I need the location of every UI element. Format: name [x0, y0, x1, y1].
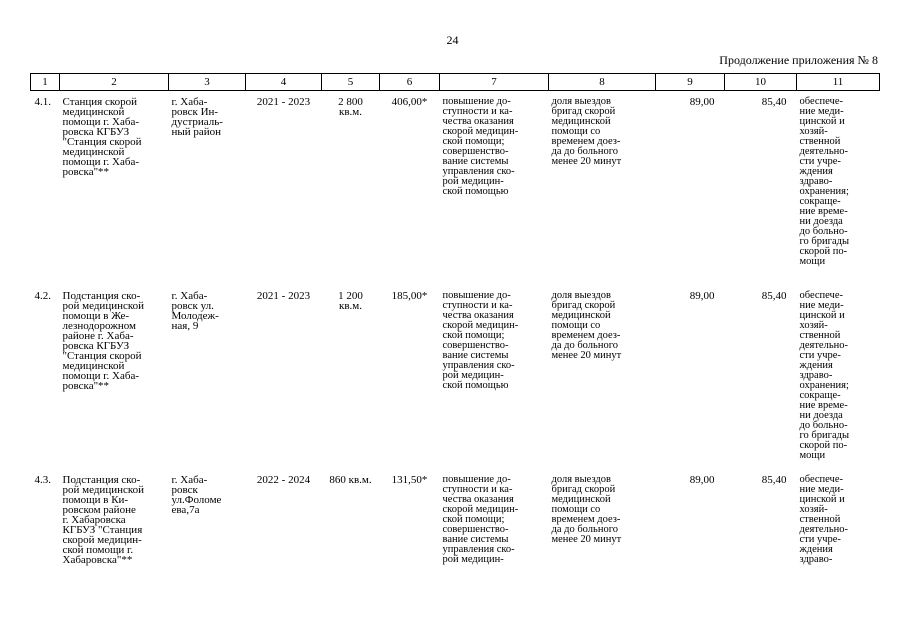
object-capacity: 1 200 кв.м.	[338, 290, 363, 312]
target-indicator: доля выездов бригад скорой медицинской помощи со временем доез- да до больного менее 20 минут	[551, 96, 622, 167]
column-number-header-row	[31, 74, 880, 91]
construction-objects-table	[30, 73, 880, 585]
table-row	[31, 471, 880, 585]
row-number: 4.3.	[34, 474, 51, 486]
indicator-value-1: 89,00	[689, 290, 715, 302]
column-header: 5	[322, 74, 380, 91]
target-indicator: доля выездов бригад скорой медицинской помощи со временем доез- да до больного менее 20 минут	[551, 474, 622, 545]
object-location: г. Хаба- ровск ул.Фоломе ева,7а	[171, 474, 222, 516]
indicator-value-1: 89,00	[689, 96, 715, 108]
estimated-cost: 131,50*	[391, 474, 428, 486]
column-header: 3	[169, 74, 246, 91]
column-header: 2	[60, 74, 169, 91]
implementation-goal: повышение до- ступности и ка- чества оказания скорой медицин- ской помощи; совершенство- вание системы управления ско- рой медицин- ской помощью	[442, 96, 519, 197]
table-row	[31, 287, 880, 471]
implementation-goal: повышение до- ступности и ка- чества оказания скорой медицин- ской помощи; совершенство- вание системы управления ско- рой медицин- ской помощью	[442, 290, 519, 391]
estimated-cost: 406,00*	[391, 96, 428, 108]
column-header: 11	[797, 74, 880, 91]
appendix-continuation-title: Продолжение приложения № 8	[719, 53, 878, 67]
object-name: Подстанция ско- рой медицинской помощи в Ки- ровском районе г. Хабаровска КГБУЗ "Станция скорой медицин- ской помощи г. Хабаровска"**	[62, 474, 145, 566]
indicator-value-2: 85,40	[761, 474, 787, 486]
indicator-value-2: 85,40	[761, 96, 787, 108]
object-name: Подстанция ско- рой медицинской помощи в Же- лезнодорожном районе г. Хаба- ровска КГБУЗ "Станция скорой медицинской помощи г. Хаба- ровска"**	[62, 290, 145, 392]
expected-effect: обеспече- ние меди- цинской и хозяй- ственной деятельно- сти учре- ждения здраво-	[799, 474, 848, 565]
row-number: 4.1.	[34, 96, 51, 108]
table-row	[31, 91, 880, 288]
implementation-period: 2021 - 2023	[256, 290, 311, 302]
column-header: 8	[549, 74, 656, 91]
expected-effect: обеспече- ние меди- цинской и хозяй- ственной деятельно- сти учре- ждения здраво- охранения; сокраще- ние време- ни доезда до больно- го бригады скорой по- мощи	[799, 96, 849, 267]
column-header: 4	[246, 74, 322, 91]
object-name: Станция скорой медицинской помощи г. Хаба- ровска КГБУЗ "Станция скорой медицинской помощи г. Хаба- ровска"**	[62, 96, 142, 178]
implementation-period: 2022 - 2024	[256, 474, 311, 486]
expected-effect: обеспече- ние меди- цинской и хозяй- ственной деятельно- сти учре- ждения здраво- охранения; сокраще- ние време- ни доезда до больно- го бригады скорой по- мощи	[799, 290, 849, 461]
object-location: г. Хаба- ровск ул. Молодеж- ная, 9	[171, 290, 219, 332]
target-indicator: доля выездов бригад скорой медицинской помощи со временем доез- да до больного менее 20 минут	[551, 290, 622, 361]
indicator-value-2: 85,40	[761, 290, 787, 302]
column-header: 6	[380, 74, 440, 91]
column-header: 10	[725, 74, 797, 91]
implementation-period: 2021 - 2023	[256, 96, 311, 108]
column-header: 9	[656, 74, 725, 91]
object-capacity: 2 800 кв.м.	[338, 96, 363, 118]
object-capacity: 860 кв.м.	[329, 474, 372, 486]
row-number: 4.2.	[34, 290, 51, 302]
column-header: 1	[31, 74, 60, 91]
column-header: 7	[440, 74, 549, 91]
estimated-cost: 185,00*	[391, 290, 428, 302]
indicator-value-1: 89,00	[689, 474, 715, 486]
page-number: 24	[446, 33, 459, 47]
implementation-goal: повышение до- ступности и ка- чества оказания скорой медицин- ской помощи; совершенство- вание системы управления ско- рой медицин-	[442, 474, 519, 565]
object-location: г. Хаба- ровск Ин- дустриаль- ный район	[171, 96, 223, 138]
